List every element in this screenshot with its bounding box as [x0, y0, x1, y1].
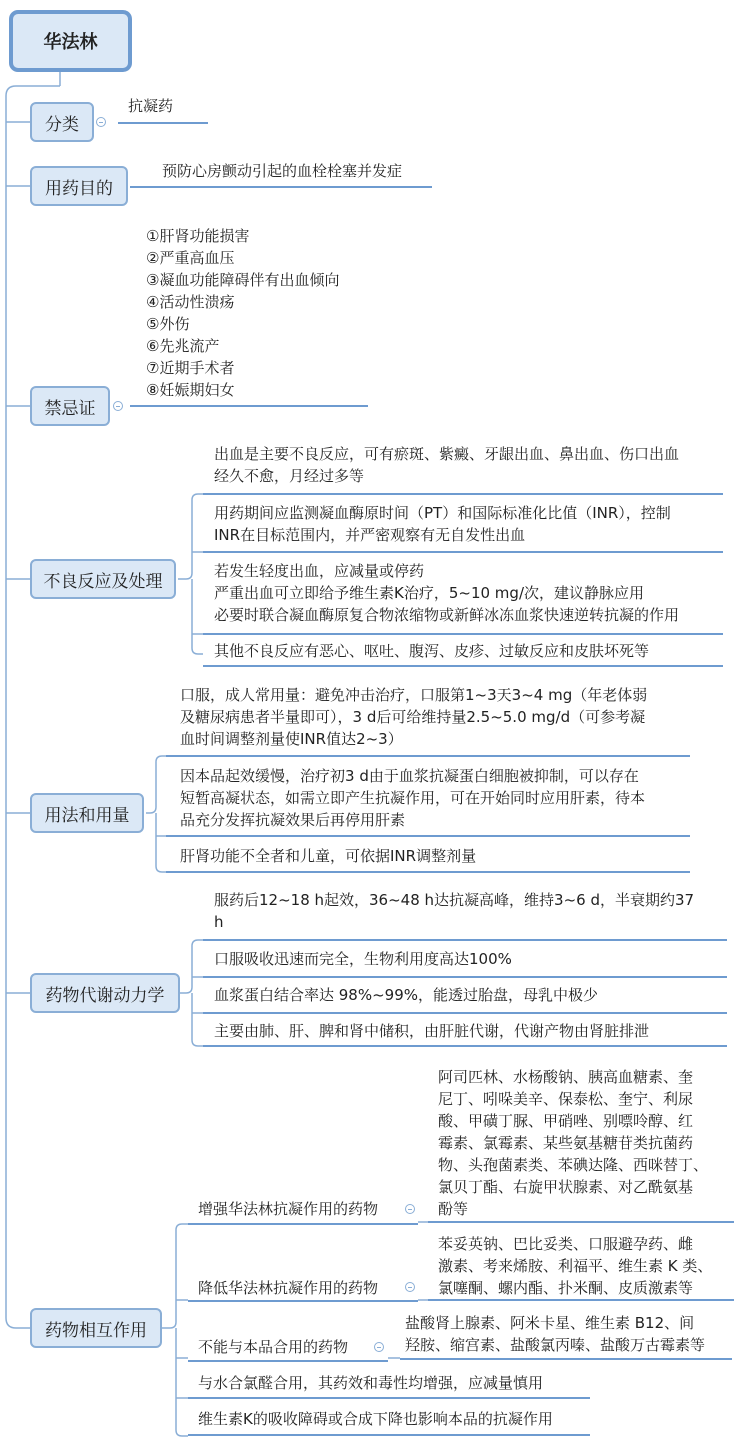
contraindication-item: ③凝血功能障碍伴有出血倾向	[146, 271, 340, 289]
pk-item: 口服吸收迅速而完全，生物利用度高达100%	[214, 950, 512, 968]
pk-item: 血浆蛋白结合率达 98%~99%，能透过胎盘，母乳中极少	[214, 986, 599, 1004]
node-contraindications-label: 禁忌证	[44, 398, 96, 419]
contraindication-item: ①肝肾功能损害	[146, 227, 250, 245]
root-node[interactable]	[9, 10, 132, 72]
node-interactions[interactable]	[30, 1308, 162, 1348]
classification-value: 抗凝药	[128, 97, 174, 115]
node-adverse[interactable]	[30, 559, 176, 599]
node-dosage[interactable]	[30, 793, 144, 833]
pk-item: 主要由肺、肝、脾和肾中储积，由肝脏代谢，代谢产物由肾脏排泄	[214, 1022, 650, 1040]
collapse-icon[interactable]	[405, 1282, 415, 1292]
node-contraindications[interactable]	[30, 386, 110, 426]
adverse-item: 用药期间应监测凝血酶原时间（PT）和国际标准化比值（INR），控制 INR在目标范围内，并严密观察有无自发性出血	[214, 504, 671, 544]
interaction-incompatible-label: 不能与本品合用的药物	[198, 1338, 349, 1356]
node-classification[interactable]	[30, 102, 94, 142]
collapse-icon[interactable]	[405, 1204, 415, 1214]
interaction-reduce-label: 降低华法林抗凝作用的药物	[198, 1279, 379, 1297]
node-purpose[interactable]	[30, 166, 128, 206]
node-purpose-label: 用药目的	[45, 178, 113, 199]
node-pharmacokinetics-label: 药物代谢动力学	[45, 985, 165, 1006]
contraindication-item: ⑤外伤	[146, 315, 190, 333]
root-title: 华法林	[43, 32, 98, 53]
node-dosage-label: 用法和用量	[44, 805, 130, 826]
contraindication-list	[146, 225, 339, 401]
contraindication-item: ②严重高血压	[146, 249, 235, 267]
adverse-item: 出血是主要不良反应，可有瘀斑、紫癜、牙龈出血、鼻出血、伤口出血 经久不愈，月经过多等	[214, 445, 680, 485]
contraindication-item: ⑦近期手术者	[146, 359, 235, 377]
interaction-vitk: 维生素K的吸收障碍或合成下降也影响本品的抗凝作用	[198, 1410, 553, 1428]
node-adverse-label: 不良反应及处理	[43, 571, 163, 592]
collapse-icon[interactable]	[96, 117, 106, 127]
adverse-item: 若发生轻度出血，应减量或停药 严重出血可立即给予维生素K治疗，5~10 mg/次，建议静脉应用 必要时联合凝血酶原复合物浓缩物或新鲜冰冻血浆快速逆转抗凝的作用	[214, 562, 680, 624]
interaction-enhance-list: 阿司匹林、水杨酸钠、胰高血糖素、奎 尼丁、吲哚美辛、保泰松、奎宁、利尿 酸、甲磺丁脲、甲硝唑、别嘌呤醇、红 霉素、氯霉素、某些氨基糖苷类抗菌药 物、头孢菌素类、苯碘达隆、西咪替丁、 氯贝丁酯、右旋甲状腺素、对乙酰氨基 酚等	[438, 1068, 709, 1218]
pk-item: 服药后12~18 h起效，36~48 h达抗凝高峰，维持3~6 d，半衰期约37 h	[214, 891, 695, 931]
contraindication-item: ⑧妊娠期妇女	[146, 381, 235, 399]
dosage-item: 肝肾功能不全者和儿童，可依据INR调整剂量	[180, 847, 477, 865]
dosage-item: 因本品起效缓慢，治疗初3 d由于血浆抗凝蛋白细胞被抑制，可以存在 短暂高凝状态，如需立即产生抗凝作用，可在开始同时应用肝素，待本 品充分发挥抗凝效果后再停用肝素	[180, 767, 646, 829]
dosage-item: 口服，成人常用量：避免冲击治疗，口服第1~3天3~4 mg（年老体弱 及糖尿病患者半量即可），3 d后可给维持量2.5~5.0 mg/d（可参考凝 血时间调整剂量使INR值达2~3）	[180, 686, 648, 748]
collapse-icon[interactable]	[113, 401, 123, 411]
purpose-value: 预防心房颤动引起的血栓栓塞并发症	[162, 162, 403, 180]
node-pharmacokinetics[interactable]	[30, 973, 180, 1013]
interaction-reduce-list: 苯妥英钠、巴比妥类、口服避孕药、雌 激素、考来烯胺、利福平、维生素 K 类、 氯噻酮、螺内酯、扑米酮、皮质激素等	[438, 1235, 713, 1297]
interaction-enhance-label: 增强华法林抗凝作用的药物	[198, 1200, 379, 1218]
contraindication-item: ④活动性溃疡	[146, 293, 235, 311]
contraindication-item: ⑥先兆流产	[146, 337, 220, 355]
adverse-item: 其他不良反应有恶心、呕吐、腹泻、皮疹、过敏反应和皮肤坏死等	[214, 642, 650, 660]
interaction-chloral: 与水合氯醛合用，其药效和毒性均增强，应减量慎用	[198, 1374, 544, 1392]
collapse-icon[interactable]	[374, 1342, 384, 1352]
node-interactions-label: 药物相互作用	[45, 1320, 147, 1341]
node-classification-label: 分类	[45, 114, 79, 135]
interaction-incompatible-list: 盐酸肾上腺素、阿米卡星、维生素 B12、间 羟胺、缩宫素、盐酸氯丙嗪、盐酸万古霉素等	[405, 1314, 706, 1354]
